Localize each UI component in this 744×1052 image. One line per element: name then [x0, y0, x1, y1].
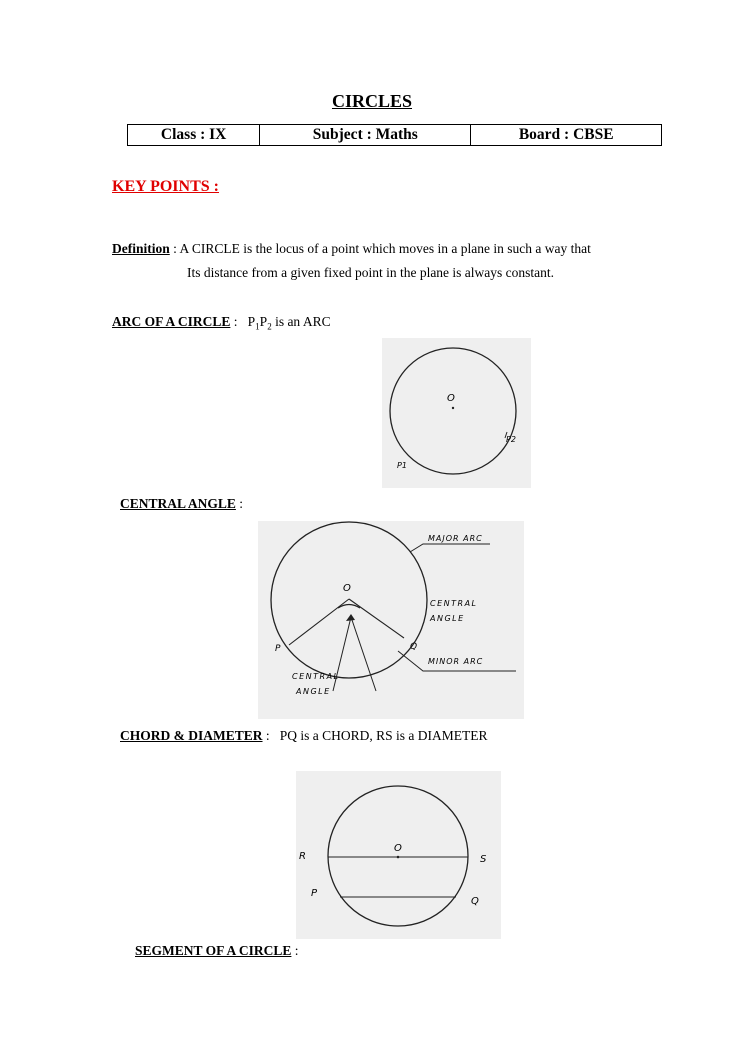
- definition-term: Definition: [112, 241, 170, 256]
- arc-p2-letter: P: [259, 314, 268, 329]
- page-title: CIRCLES: [331, 91, 413, 111]
- arc-p2-subscript: 2: [267, 321, 272, 332]
- chord-diameter-description: PQ is a CHORD, RS is a DIAMETER: [279, 728, 488, 743]
- chord-diameter-figure: [296, 771, 501, 939]
- chord-diameter-center-dot: [397, 856, 400, 859]
- minor-arc-label: MINOR ARC: [428, 657, 484, 666]
- arc-term: ARC OF A CIRCLE: [112, 314, 231, 329]
- segment-separator: :: [291, 943, 299, 958]
- chord-diameter-separator: :: [262, 728, 270, 743]
- central-angle-separator: :: [235, 496, 244, 511]
- definition-text-1: : A CIRCLE is the locus of a point which moves in a plane in such a way that: [173, 241, 591, 256]
- central-angle-right-label-1: CENTRAL: [430, 599, 478, 608]
- arc-figure-p2-label: P2: [506, 435, 516, 444]
- arc-figure: [382, 338, 531, 488]
- arc-heading-line: [112, 314, 331, 332]
- board-cell: Board : CBSE: [471, 125, 662, 146]
- central-angle-heading-line: [120, 496, 243, 512]
- major-arc-label: MAJOR ARC: [428, 534, 483, 543]
- arc-separator: :: [230, 314, 238, 329]
- point-p-label: P: [275, 644, 281, 654]
- chord-point-q-label: Q: [471, 896, 479, 907]
- arc-figure-p1-label: P1: [397, 461, 407, 470]
- definition-line-1: [112, 241, 591, 257]
- chord-diameter-center-label: O: [394, 843, 402, 854]
- key-points-heading: KEY POINTS :: [112, 178, 219, 195]
- arc-figure-center-label: O: [447, 393, 455, 404]
- chord-diameter-heading-line: [120, 728, 488, 744]
- arc-figure-center-dot: [452, 407, 454, 409]
- point-r-label: R: [299, 851, 306, 862]
- point-s-label: S: [480, 854, 487, 865]
- info-table: [127, 124, 662, 146]
- central-angle-bottom-label-2: ANGLE: [296, 687, 331, 696]
- segment-term: SEGMENT OF A CIRCLE: [135, 943, 292, 958]
- central-angle-figure: [258, 521, 524, 719]
- central-angle-right-label-2: ANGLE: [430, 614, 465, 623]
- chord-diameter-term: CHORD & DIAMETER: [120, 728, 263, 743]
- chord-diameter-figure-background: [296, 771, 501, 939]
- point-q-label: Q: [410, 642, 418, 652]
- subject-cell: Subject : Maths: [260, 125, 471, 146]
- arc-p1-subscript: 1: [255, 321, 260, 332]
- central-angle-center-label: O: [343, 583, 351, 594]
- class-cell: Class : IX: [128, 125, 260, 146]
- arc-p1-letter: P: [247, 314, 256, 329]
- central-angle-term: CENTRAL ANGLE: [120, 496, 236, 511]
- info-table-row: [128, 125, 662, 146]
- segment-heading-line: [135, 943, 299, 959]
- definition-line-2: Its distance from a given fixed point in the plane is always constant.: [187, 265, 555, 280]
- central-angle-bottom-label-1: CENTRAL: [292, 672, 340, 681]
- chord-point-p-label: P: [311, 888, 318, 899]
- arc-description: is an ARC: [271, 314, 331, 329]
